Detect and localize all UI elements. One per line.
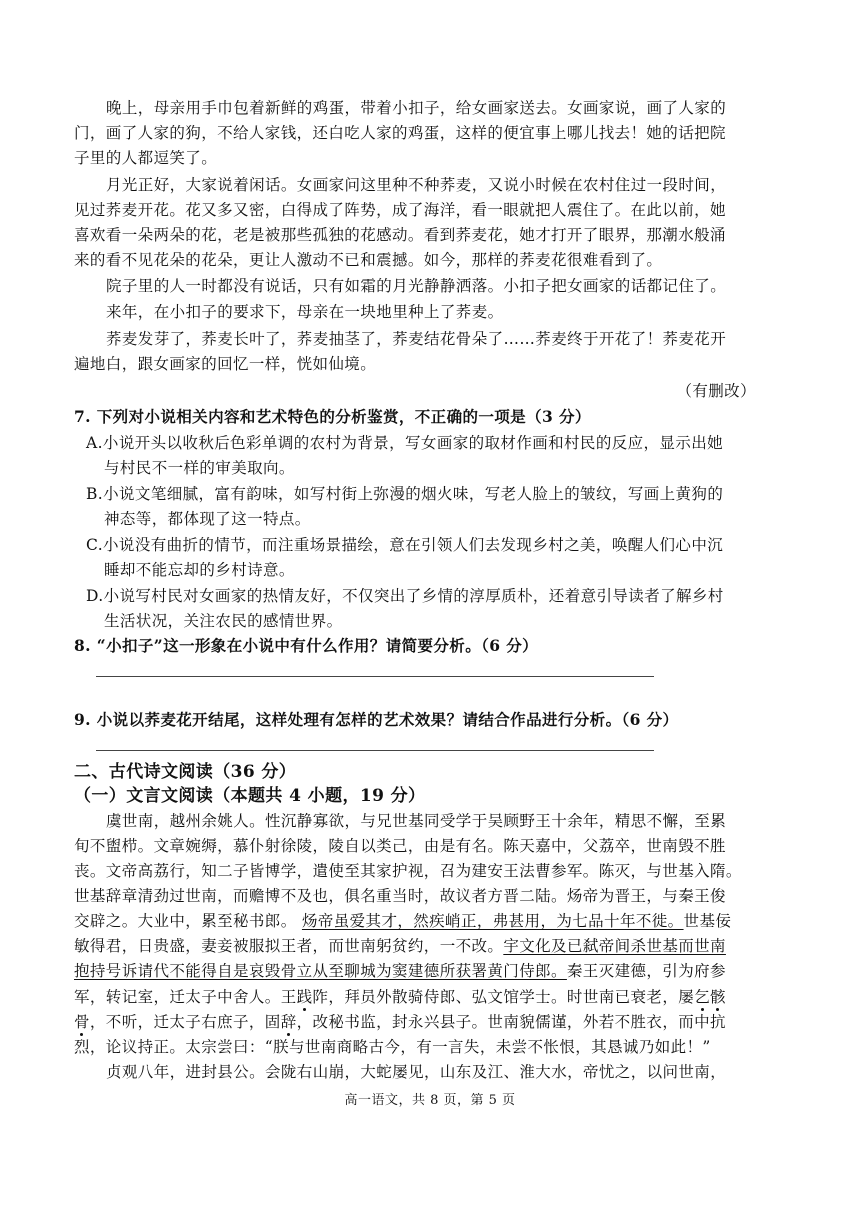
wenyan-line-7	[74, 959, 786, 983]
wenyan-line-9-b: ，改秘书监，封永兴县子。世南貌儒谨，外若不胜衣，而中抗	[296, 1013, 726, 1031]
story-p1-line3: 子里的人都逗笑了。	[74, 149, 218, 167]
story-p2-line2: 见过荞麦开花。花又多又密，白得成了阵势，成了海洋，看一眼就把人震住了。在此以前，她	[74, 201, 726, 219]
q8-answer-line[interactable]	[96, 676, 654, 677]
story-p5-line1: 荞麦发芽了，荞麦长叶了，荞麦抽茎了，荞麦结花骨朵了……荞麦终于开花了！荞麦花开	[106, 330, 727, 348]
story-p2-line4: 来的看不见花朵的花朵，更让人激动不已和震撼。如今，那样的荞麦花很难看到了。	[74, 251, 663, 269]
wenyan-line-10: 烈，论议持正。太宗尝曰：“朕与世南商略古今，有一言失，未尝不怅恨，其恳诚乃如此！”	[74, 1038, 711, 1056]
edit-note: （有删改）	[676, 382, 756, 400]
story-p5-line2: 遍地白，跟女画家的回忆一样，恍如仙境。	[74, 355, 377, 373]
story-p1-line1: 晚上，母亲用手巾包着新鲜的鸡蛋，带着小扣子，给女画家送去。女画家说，画了人家的	[106, 99, 727, 117]
wenyan-line-5-b: 世基佞	[683, 912, 732, 930]
wenyan-line-5	[74, 909, 786, 933]
story-p1-line2: 门，画了人家的狗，不给人家钱，还白吃人家的鸡蛋，这样的便宜事上哪儿找去！她的话把院	[74, 124, 726, 142]
dotted-char-gu: 骨	[74, 1013, 90, 1031]
section-2-heading: 二、古代诗文阅读（36 分）	[74, 762, 297, 782]
wenyan-line-11: 贞观八年，进封县公。会陇右山崩，大蛇屡见，山东及江、淮大水，帝忧之，以问世南，	[106, 1063, 727, 1081]
q7-option-b-line1: B.小说文笔细腻，富有韵味，如写村街上弥漫的烟火味，写老人脸上的皱纹，写画上黄狗的	[86, 485, 724, 503]
q7-option-c-line1: C.小说没有曲折的情节，而注重场景描绘，意在引领人们去发现乡村之美，唤醒人们心中沉	[86, 536, 724, 554]
underlined-sentence-1: 炀帝虽爱其才，然疾峭正，弗甚用，为七品十年不徙。	[301, 912, 684, 930]
wenyan-line-9-a: ，不听，迁太子右庶子，固	[89, 1013, 281, 1031]
q7-option-c-line2: 睡却不能忘却的乡村诗意。	[104, 561, 295, 579]
wenyan-line-2: 旬不盥栉。文章婉缛，慕仆射徐陵，陵自以类己，由是有名。陈天嘉中，父荔卒，世南毁不胜	[74, 837, 726, 855]
wenyan-line-5-a: 交辟之。大业中，累至秘书郎。	[74, 912, 297, 930]
wenyan-line-7-b: 秦王灭建德，引为府参	[566, 962, 726, 980]
wenyan-line-8-m: 阼	[312, 988, 329, 1006]
dotted-char-hai: 骸	[710, 988, 726, 1006]
story-p2-line1: 月光正好，大家说着闲话。女画家问这里种不种荞麦，又说小时候在农村住过一段时间，	[106, 176, 727, 194]
wenyan-line-4: 世基辞章清劲过世南，而赡博不及也，俱名重当时，故议者方晋二陆。炀帝为晋王，与秦王俊	[74, 887, 726, 905]
story-p3-line1: 院子里的人一时都没有说话，只有如霜的月光静静洒落。小扣子把女画家的话都记住了。	[106, 277, 727, 295]
wenyan-line-8-a: 军，转记室，迁太子中舍人。王	[74, 988, 297, 1006]
dotted-char-qi: 乞	[694, 988, 711, 1006]
wenyan-line-9	[74, 1010, 786, 1034]
wenyan-line-8	[74, 985, 786, 1009]
wenyan-line-8-b: ，拜员外散骑侍郎、弘文馆学士。时世南已衰老，屡	[328, 988, 695, 1006]
q7-option-d-line1: D.小说写村民对女画家的热情友好，不仅突出了乡情的淳厚质朴，还着意引导读者了解乡村	[86, 587, 724, 605]
q7-option-b-line2: 神态等，都体现了这一特点。	[104, 510, 311, 528]
dotted-char-ci: 辞	[280, 1013, 297, 1031]
q7-option-a-line2: 与村民不一样的审美取向。	[104, 459, 295, 477]
punctuation-target-part1: 宇文化及已弑帝间杀世基而世南	[503, 937, 726, 955]
q9-answer-line[interactable]	[96, 750, 654, 751]
wenyan-line-6-a: 敏得君，日贵盛，妻妾被服拟王者，而世南躬贫约，一不改。	[74, 937, 504, 955]
question-9-stem: 9. 小说以荞麦花开结尾，这样处理有怎样的艺术效果？请结合作品进行分析。（6 分）	[74, 710, 679, 729]
wenyan-line-1: 虞世南，越州余姚人。性沉静寡欲，与兄世基同受学于吴顾野王十余年，精思不懈，至累	[106, 812, 727, 830]
question-8-stem: 8. “小扣子”这一形象在小说中有什么作用？请简要分析。（6 分）	[74, 636, 539, 655]
section-2a-heading: （一）文言文阅读（本题共 4 小题，19 分）	[74, 786, 426, 806]
q7-option-a-line1: A.小说开头以收秋后色彩单调的农村为背景，写女画家的取材作画和村民的反应，显示出她	[86, 434, 724, 452]
page-footer: 高一语文，共 8 页，第 5 页	[344, 1093, 516, 1108]
wenyan-line-3: 丧。文帝高荔行，知二子皆博学，遣使至其家护视，召为建安王法曹参军。陈灭，与世基入隋。	[74, 862, 742, 880]
story-p4-line1: 来年，在小扣子的要求下，母亲在一块地里种上了荞麦。	[106, 303, 504, 321]
wenyan-line-6	[74, 934, 786, 958]
dotted-char-jian: 践	[296, 988, 313, 1006]
question-7-stem: 7. 下列对小说相关内容和艺术特色的分析鉴赏，不正确的一项是（3 分）	[74, 407, 591, 426]
story-p2-line3: 喜欢看一朵两朵的花，老是被那些孤独的花感动。看到荞麦花，她才打开了眼界，那潮水般涌	[74, 226, 726, 244]
punctuation-target-part2: 抱持号诉请代不能得自是哀毁骨立从至聊城为窦建德所获署黄门侍郎。	[74, 962, 567, 980]
q7-option-d-line2: 生活状况，关注农民的感情世界。	[104, 612, 343, 630]
